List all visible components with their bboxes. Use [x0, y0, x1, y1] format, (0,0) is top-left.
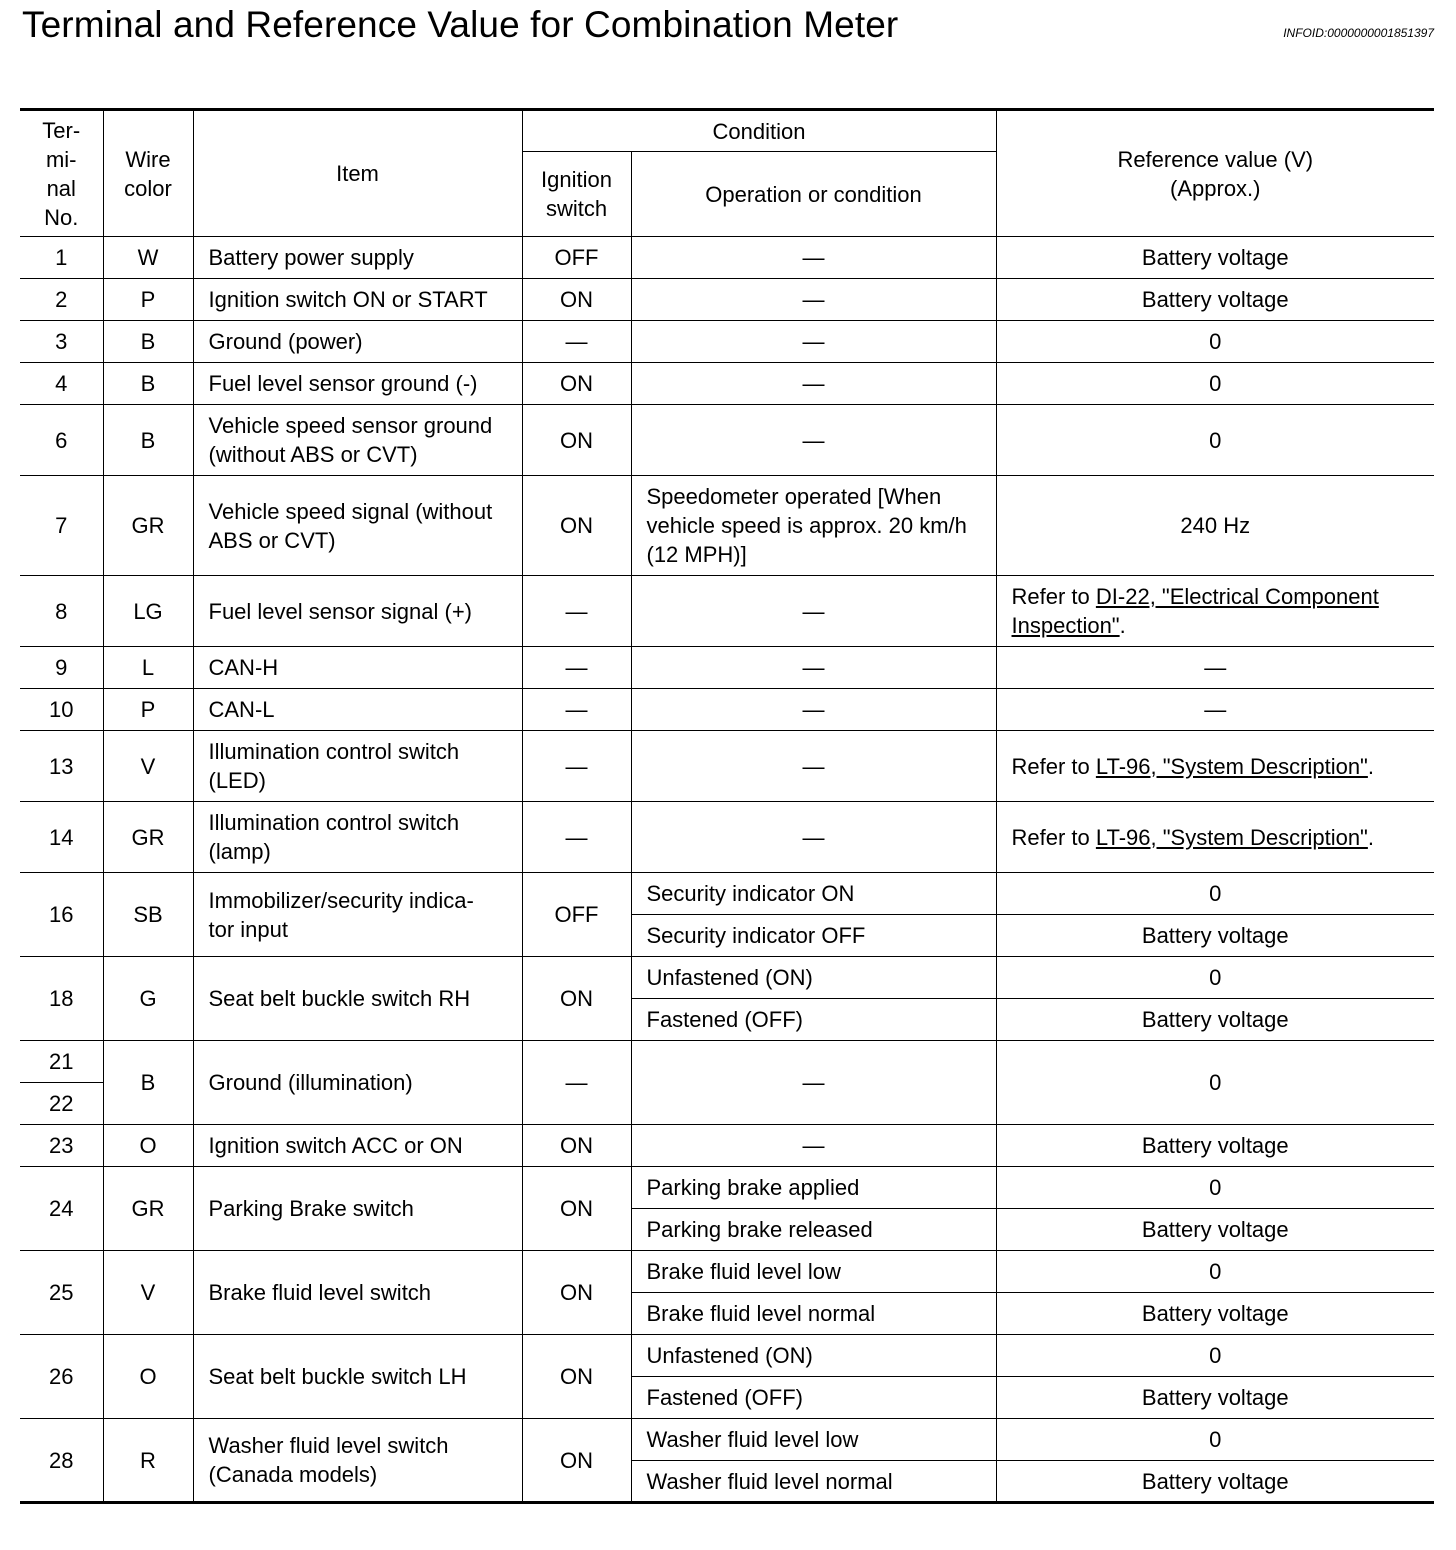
reference-value-cell: 0 — [996, 1167, 1434, 1209]
table-row — [20, 802, 1434, 873]
reference-value-cell: Battery voltage — [996, 999, 1434, 1041]
wire-color-cell: B — [103, 321, 193, 363]
ignition-cell: ON — [522, 1251, 631, 1335]
reference-prefix: Refer to — [1011, 824, 1096, 850]
terminal-cell: 21 — [20, 1041, 103, 1083]
reference-value-cell: 0 — [996, 1251, 1434, 1293]
wire-color-cell: B — [103, 363, 193, 405]
table-body — [20, 237, 1434, 1503]
reference-value-cell: 0 — [996, 873, 1434, 915]
ignition-cell: ON — [522, 1125, 631, 1167]
page-title: Terminal and Reference Value for Combination Meter — [22, 4, 899, 45]
reference-suffix: . — [1367, 824, 1374, 850]
item-cell: Seat belt buckle switch RH — [193, 957, 522, 1041]
terminal-cell: 4 — [20, 363, 103, 405]
table-row — [20, 363, 1434, 405]
operation-cell: — — [631, 237, 996, 279]
reference-prefix: Refer to — [1011, 753, 1096, 779]
wire-color-cell: B — [103, 405, 193, 476]
terminal-cell: 6 — [20, 405, 103, 476]
terminal-cell: 8 — [20, 576, 103, 647]
wire-color-cell: B — [103, 1041, 193, 1125]
header-reference-value: Reference value (V) (Approx.) — [996, 110, 1434, 237]
header-ignition-switch: Ignition switch — [522, 152, 631, 237]
reference-value-cell: 240 Hz — [996, 476, 1434, 576]
operation-cell: Security indicator OFF — [631, 915, 996, 957]
ignition-cell: — — [522, 321, 631, 363]
table-row — [20, 279, 1434, 321]
wire-color-cell: O — [103, 1125, 193, 1167]
operation-cell: Unfastened (ON) — [631, 957, 996, 999]
reference-value-cell — [996, 731, 1434, 802]
ignition-cell: — — [522, 689, 631, 731]
reference-link[interactable]: LT-96, "System Description" — [1095, 824, 1368, 850]
ignition-cell: ON — [522, 1167, 631, 1251]
operation-cell: — — [631, 731, 996, 802]
item-cell: Battery power supply — [193, 237, 522, 279]
operation-cell: Brake fluid level low — [631, 1251, 996, 1293]
reference-value-cell: 0 — [996, 405, 1434, 476]
operation-cell: Parking brake released — [631, 1209, 996, 1251]
terminal-reference-table — [20, 108, 1434, 1504]
reference-value-cell: Battery voltage — [996, 915, 1434, 957]
header-wire-color: Wire color — [103, 110, 193, 237]
operation-cell: Brake fluid level normal — [631, 1293, 996, 1335]
terminal-cell: 2 — [20, 279, 103, 321]
terminal-cell: 28 — [20, 1419, 103, 1503]
operation-cell: — — [631, 802, 996, 873]
reference-value-cell: — — [996, 689, 1434, 731]
terminal-cell: 18 — [20, 957, 103, 1041]
operation-cell: — — [631, 689, 996, 731]
table-row — [20, 1335, 1434, 1377]
terminal-cell: 7 — [20, 476, 103, 576]
terminal-cell: 24 — [20, 1167, 103, 1251]
table-row — [20, 689, 1434, 731]
ignition-cell: — — [522, 647, 631, 689]
operation-cell: Washer fluid level normal — [631, 1461, 996, 1503]
reference-value-cell: 0 — [996, 321, 1434, 363]
terminal-cell: 13 — [20, 731, 103, 802]
table-row — [20, 1167, 1434, 1209]
wire-color-cell: W — [103, 237, 193, 279]
reference-suffix: . — [1119, 613, 1126, 638]
table-row — [20, 1419, 1434, 1461]
operation-cell: — — [631, 321, 996, 363]
reference-value-cell: 0 — [996, 957, 1434, 999]
item-cell: Ignition switch ON or START — [193, 279, 522, 321]
item-cell: Parking Brake switch — [193, 1167, 522, 1251]
item-cell: Vehicle speed signal (without ABS or CVT) — [193, 476, 522, 576]
operation-cell: Security indicator ON — [631, 873, 996, 915]
ignition-cell: ON — [522, 279, 631, 321]
item-cell: CAN-H — [193, 647, 522, 689]
table-row — [20, 1125, 1434, 1167]
ignition-cell: OFF — [522, 873, 631, 957]
terminal-cell: 14 — [20, 802, 103, 873]
operation-cell: Fastened (OFF) — [631, 1377, 996, 1419]
operation-cell: Washer fluid level low — [631, 1419, 996, 1461]
operation-cell: Speedometer operated [When vehicle speed is approx. 20 km/h (12 MPH)] — [631, 476, 996, 576]
item-cell: Illumination control switch (LED) — [193, 731, 522, 802]
ignition-cell: ON — [522, 405, 631, 476]
reference-prefix: Refer to — [1011, 584, 1096, 609]
table-row — [20, 873, 1434, 915]
operation-cell: — — [631, 1041, 996, 1125]
item-cell: Immobilizer/security indica- tor input — [193, 873, 522, 957]
ignition-cell: — — [522, 576, 631, 647]
reference-value-cell: 0 — [996, 1041, 1434, 1125]
item-cell: Ignition switch ACC or ON — [193, 1125, 522, 1167]
table-row — [20, 476, 1434, 576]
ignition-cell: — — [522, 731, 631, 802]
wire-color-cell: SB — [103, 873, 193, 957]
item-cell: Washer fluid level switch (Canada models) — [193, 1419, 522, 1503]
reference-value-cell — [996, 576, 1434, 647]
ignition-cell: — — [522, 1041, 631, 1125]
reference-value-cell: Battery voltage — [996, 279, 1434, 321]
ignition-cell: ON — [522, 1419, 631, 1503]
reference-value-cell: Battery voltage — [996, 1209, 1434, 1251]
operation-cell: — — [631, 405, 996, 476]
reference-value-cell: 0 — [996, 1335, 1434, 1377]
table-header — [20, 110, 1434, 237]
table-row — [20, 957, 1434, 999]
terminal-cell: 3 — [20, 321, 103, 363]
terminal-cell: 10 — [20, 689, 103, 731]
operation-cell: Unfastened (ON) — [631, 1335, 996, 1377]
reference-value-cell: Battery voltage — [996, 1125, 1434, 1167]
ignition-cell: ON — [522, 1335, 631, 1419]
wire-color-cell: LG — [103, 576, 193, 647]
table-row — [20, 731, 1434, 802]
table-row — [20, 321, 1434, 363]
terminal-cell: 9 — [20, 647, 103, 689]
item-cell: Seat belt buckle switch LH — [193, 1335, 522, 1419]
terminal-cell: 25 — [20, 1251, 103, 1335]
reference-link[interactable]: DI-22, "Electrical Component Inspection" — [1011, 584, 1379, 638]
table-row — [20, 405, 1434, 476]
operation-cell: — — [631, 1125, 996, 1167]
header-terminal-no: Ter- mi- nal No. — [20, 110, 103, 237]
terminal-cell: 1 — [20, 237, 103, 279]
reference-value-cell — [996, 802, 1434, 873]
table-row — [20, 1041, 1434, 1083]
item-cell: Brake fluid level switch — [193, 1251, 522, 1335]
header-condition: Condition — [522, 110, 996, 152]
ignition-cell: ON — [522, 957, 631, 1041]
ignition-cell: ON — [522, 363, 631, 405]
reference-suffix: . — [1367, 753, 1374, 779]
info-id: INFOID:0000000001851397 — [1283, 26, 1434, 40]
item-cell: Ground (illumination) — [193, 1041, 522, 1125]
wire-color-cell: L — [103, 647, 193, 689]
terminal-cell: 23 — [20, 1125, 103, 1167]
header-operation: Operation or condition — [631, 152, 996, 237]
reference-value-cell: Battery voltage — [996, 1377, 1434, 1419]
ignition-cell: OFF — [522, 237, 631, 279]
header-item: Item — [193, 110, 522, 237]
operation-cell: — — [631, 576, 996, 647]
reference-value-cell: Battery voltage — [996, 1293, 1434, 1335]
terminal-cell: 26 — [20, 1335, 103, 1419]
wire-color-cell: P — [103, 689, 193, 731]
item-cell: Fuel level sensor ground (-) — [193, 363, 522, 405]
wire-color-cell: V — [103, 1251, 193, 1335]
table-row — [20, 237, 1434, 279]
operation-cell: Fastened (OFF) — [631, 999, 996, 1041]
reference-value-cell: Battery voltage — [996, 237, 1434, 279]
item-cell: CAN-L — [193, 689, 522, 731]
operation-cell: — — [631, 647, 996, 689]
wire-color-cell: GR — [103, 802, 193, 873]
item-cell: Illumination control switch (lamp) — [193, 802, 522, 873]
table-row — [20, 1251, 1434, 1293]
wire-color-cell: G — [103, 957, 193, 1041]
operation-cell: — — [631, 279, 996, 321]
item-cell: Ground (power) — [193, 321, 522, 363]
item-cell: Vehicle speed sensor ground (without ABS or CVT) — [193, 405, 522, 476]
item-cell: Fuel level sensor signal (+) — [193, 576, 522, 647]
operation-cell: — — [631, 363, 996, 405]
reference-value-cell: 0 — [996, 363, 1434, 405]
reference-value-cell: Battery voltage — [996, 1461, 1434, 1503]
ignition-cell: — — [522, 802, 631, 873]
wire-color-cell: GR — [103, 476, 193, 576]
reference-value-cell: — — [996, 647, 1434, 689]
terminal-cell: 16 — [20, 873, 103, 957]
reference-value-cell: 0 — [996, 1419, 1434, 1461]
wire-color-cell: GR — [103, 1167, 193, 1251]
table-row — [20, 576, 1434, 647]
terminal-cell: 22 — [20, 1083, 103, 1125]
wire-color-cell: O — [103, 1335, 193, 1419]
reference-link[interactable]: LT-96, "System Description" — [1095, 753, 1368, 779]
table-row — [20, 647, 1434, 689]
wire-color-cell: P — [103, 279, 193, 321]
operation-cell: Parking brake applied — [631, 1167, 996, 1209]
wire-color-cell: R — [103, 1419, 193, 1503]
ignition-cell: ON — [522, 476, 631, 576]
wire-color-cell: V — [103, 731, 193, 802]
